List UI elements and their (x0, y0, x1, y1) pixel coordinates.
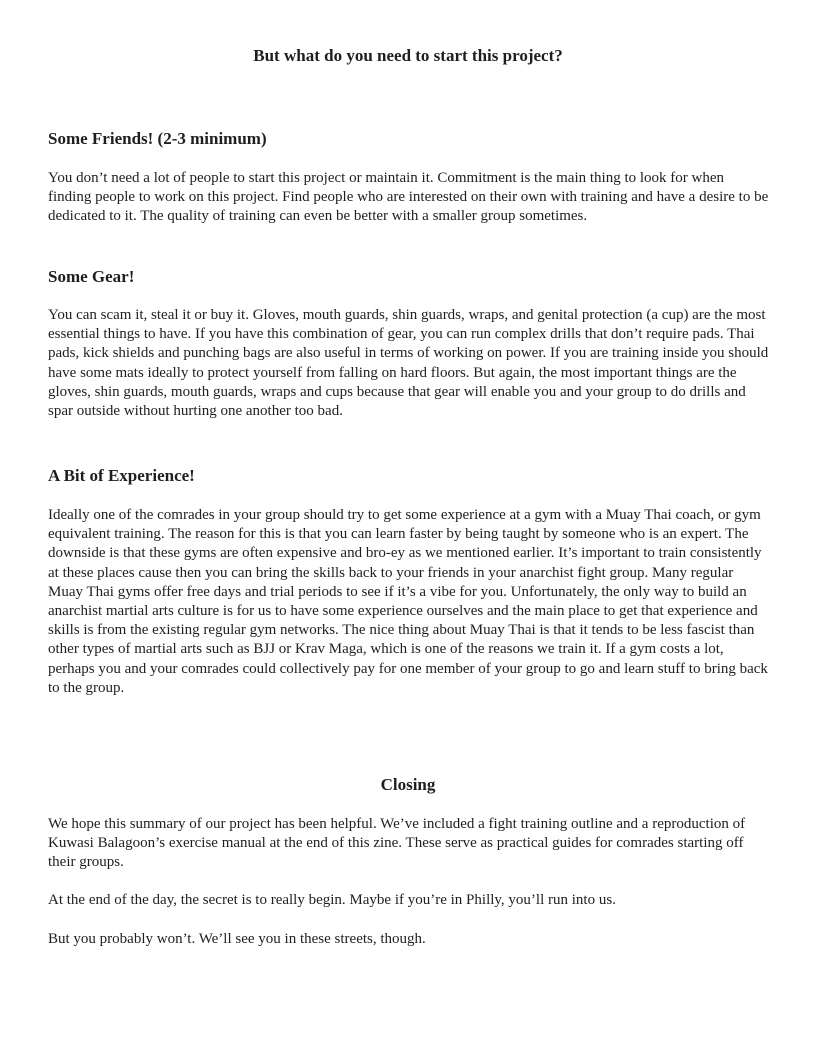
section-heading-friends: Some Friends! (2-3 minimum) (48, 129, 267, 148)
page-title: But what do you need to start this project? (253, 46, 563, 65)
closing-paragraph-1: We hope this summary of our project has been helpful. We’ve included a fight training outline and a reproduction of Kuwasi Balagoon’s exercise manual at the end of this zine. These serve as practical guides for comrades starting off their groups. (48, 816, 746, 871)
section-heading-closing: Closing (380, 775, 436, 794)
closing-paragraph-2: At the end of the day, the secret is to really begin. Maybe if you’re in Philly, you’ll run into us. (48, 892, 616, 908)
section-heading-experience: A Bit of Experience! (48, 466, 195, 485)
section-body-experience: Ideally one of the comrades in your group should try to get some experience at a gym with a Muay Thai coach, or gym equivalent training. The reason for this is that you can learn faster by being taught by someone who is an expert. The downside is that these gyms are often expensive and bro-ey as we mentioned earlier. It’s important to train consistently at these places cause then you can bring the skills back to your friends in your anarchist fight group. Many regular Muay Thai gyms offer free days and trial periods to see if it’s a vibe for you. Unfortunately, the only way to build an anarchist martial arts culture is for us to have some experience ourselves and the main place to get that experience and skills is from the existing regular gym networks. The nice thing about Muay Thai is that it tends to be less fascist than other types of martial arts such as BJJ or Krav Maga, which is one of the reasons we train it. If a gym costs a lot, perhaps you and your comrades could collectively pay for one member of your group to go and learn stuff to bring back to the group. (48, 507, 768, 696)
closing-paragraph-3: But you probably won’t. We’ll see you in these streets, though. (48, 931, 426, 947)
section-body-friends: You don’t need a lot of people to start this project or maintain it. Commitment is the main thing to look for when finding people to work on this project. Find people who are interested on their own with training and have a desire to be dedicated to it. The quality of training can even be better with a smaller group sometimes. (48, 170, 769, 225)
section-heading-gear: Some Gear! (48, 267, 135, 286)
section-body-gear: You can scam it, steal it or buy it. Gloves, mouth guards, shin guards, wraps, and genital protection (a cup) are the most essential things to have. If you have this combination of gear, you can run complex drills that don’t require pads. Thai pads, kick shields and punching bags are also useful in terms of working on power. If you are training inside you should have some mats ideally to protect yourself from falling on hard floors. But again, the most important things are the gloves, shin guards, mouth guards, wraps and cups because that gear will enable you and your group to do drills and spar outside without hurting one another too bad. (48, 307, 769, 420)
